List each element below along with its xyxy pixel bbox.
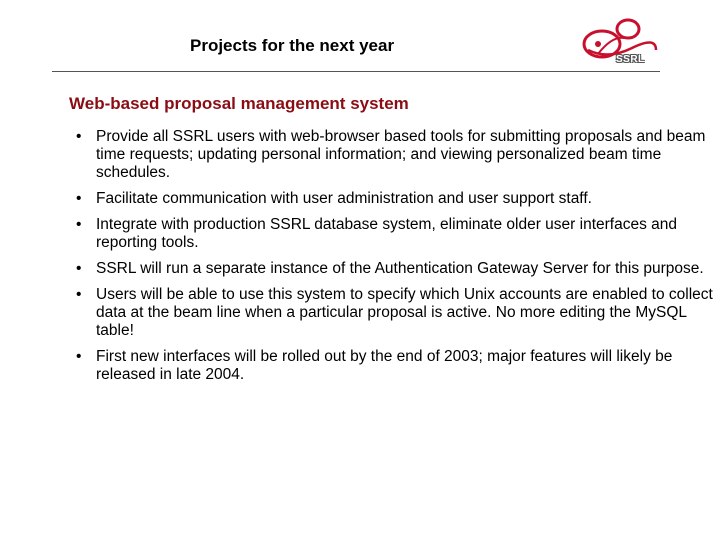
bullet-item: • SSRL will run a separate instance of the Authentication Gateway Server for this purpose. [76,260,716,278]
bullet-item: • Provide all SSRL users with web-browser based tools for submitting proposals and beam time requests; updating personal information; and viewing personalized beam time schedules. [76,128,716,182]
bullet-item: • Integrate with production SSRL database system, eliminate older user interfaces and reporting tools. [76,216,716,252]
bullet-item: • Users will be able to use this system to specify which Unix accounts are enabled to collect data at the beam line when a particular proposal is active. No more editing the MySQL table! [76,286,716,340]
bullet-item: • First new interfaces will be rolled out by the end of 2003; major features will likely be released in late 2004. [76,348,716,384]
slide-title: Projects for the next year [190,36,395,55]
title-divider [52,71,660,72]
bullet-list [76,128,716,392]
ssrl-logo-label: SSRL [616,54,645,65]
section-heading: Web-based proposal management system [69,94,409,113]
bullet-item: • Facilitate communication with user administration and user support staff. [76,190,716,208]
